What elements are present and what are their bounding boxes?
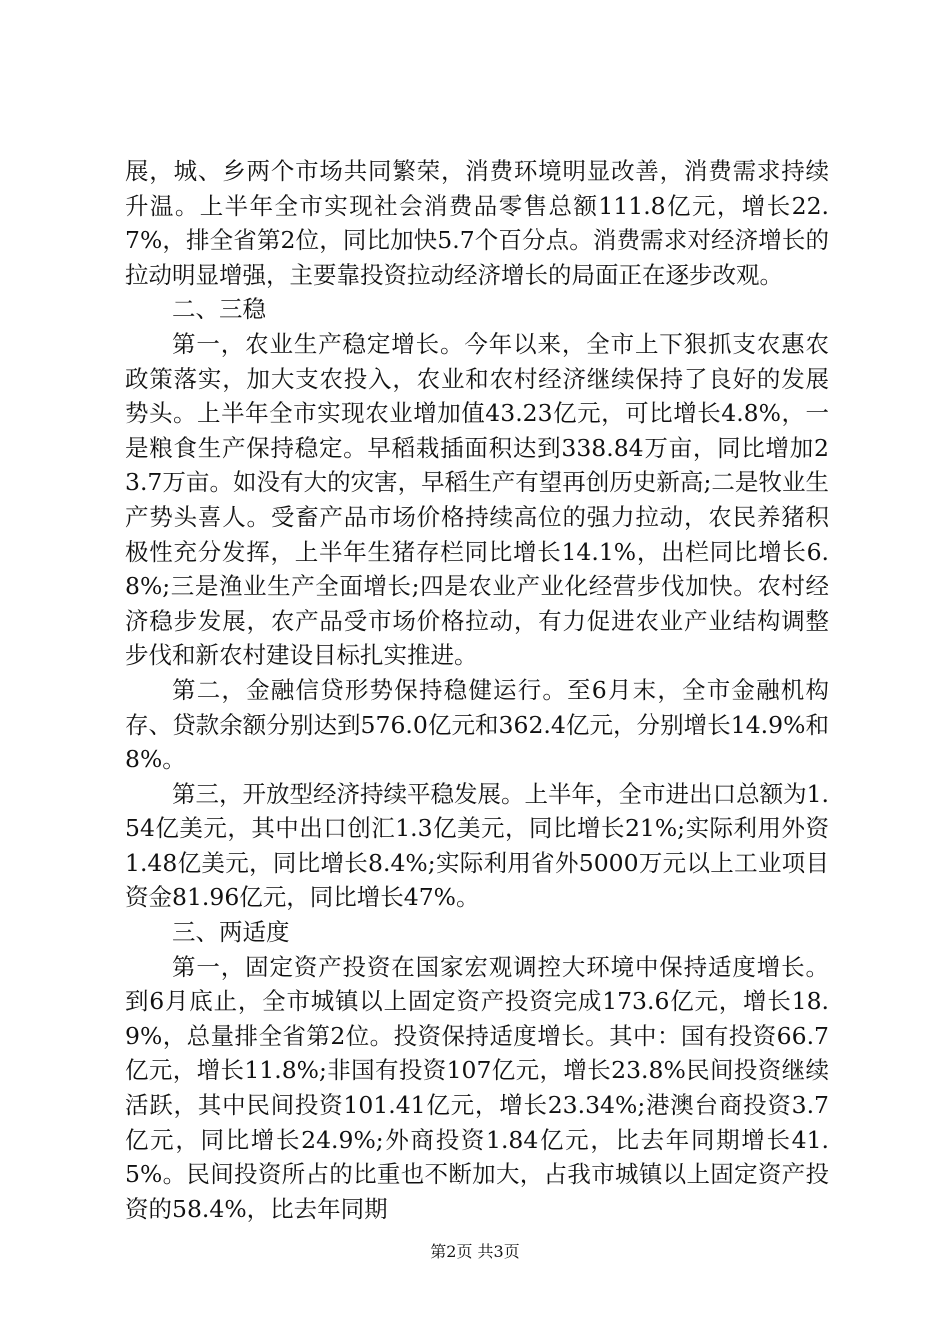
paragraph-agriculture: 第一，农业生产稳定增长。今年以来，全市上下狠抓支农惠农政策落实，加大支农投入，农业和农村经济继续保持了良好的发展势头。上半年全市实现农业增加值43.23亿元，可比增长4.8%，一是粮食生产保持稳定。早稻栽插面积达到338.84万亩，同比增加23.7万亩。如没有大的灾害，早稻生产有望再创历史新高;二是牧业生产势头喜人。受畜产品市场价格持续高位的强力拉动，农民养猪积极性充分发挥，上半年生猪存栏同比增长14.1%，出栏同比增长6.8%;三是渔业生产全面增长;四是农业产业化经营步伐加快。农村经济稳步发展，农产品受市场价格拉动，有力促进农业产业结构调整步伐和新农村建设目标扎实推进。 [125,329,829,670]
paragraph-finance: 第二，金融信贷形势保持稳健运行。至6月末，全市金融机构存、贷款余额分别达到576.0亿元和362.4亿元，分别增长14.9%和8%。 [125,675,829,774]
heading-three-stable: 二、三稳 [172,295,266,324]
paragraph-consumption: 展，城、乡两个市场共同繁荣，消费环境明显改善，消费需求持续升温。上半年全市实现社会消费品零售总额111.8亿元，增长22.7%，排全省第2位，同比加快5.7个百分点。消费需求对经济增长的拉动明显增强，主要靠投资拉动经济增长的局面正在逐步改观。 [125,157,829,289]
heading-two-moderate: 三、两适度 [172,918,290,947]
page-footer: 第2页 共3页 [430,1242,520,1261]
paragraph-fixed-investment: 第一，固定资产投资在国家宏观调控大环境中保持适度增长。到6月底止，全市城镇以上固定资产投资完成173.6亿元，增长18.9%，总量排全省第2位。投资保持适度增长。其中：国有投资66.7亿元，增长11.8%;非国有投资107亿元，增长23.8%民间投资继续活跃，其中民间投资101.41亿元，增长23.34%;港澳台商投资3.7亿元，同比增长24.9%;外商投资1.84亿元，比去年同期增长41.5%。民间投资所占的比重也不断加大，占我市城镇以上固定资产投资的58.4%，比去年同期 [125,952,829,1223]
paragraph-open-economy: 第三，开放型经济持续平稳发展。上半年，全市进出口总额为1.54亿美元，其中出口创汇1.3亿美元，同比增长21%;实际利用外资1.48亿美元，同比增长8.4%;实际利用省外5000万元以上工业项目资金81.96亿元，同比增长47%。 [125,779,829,912]
document-body [125,154,829,1226]
